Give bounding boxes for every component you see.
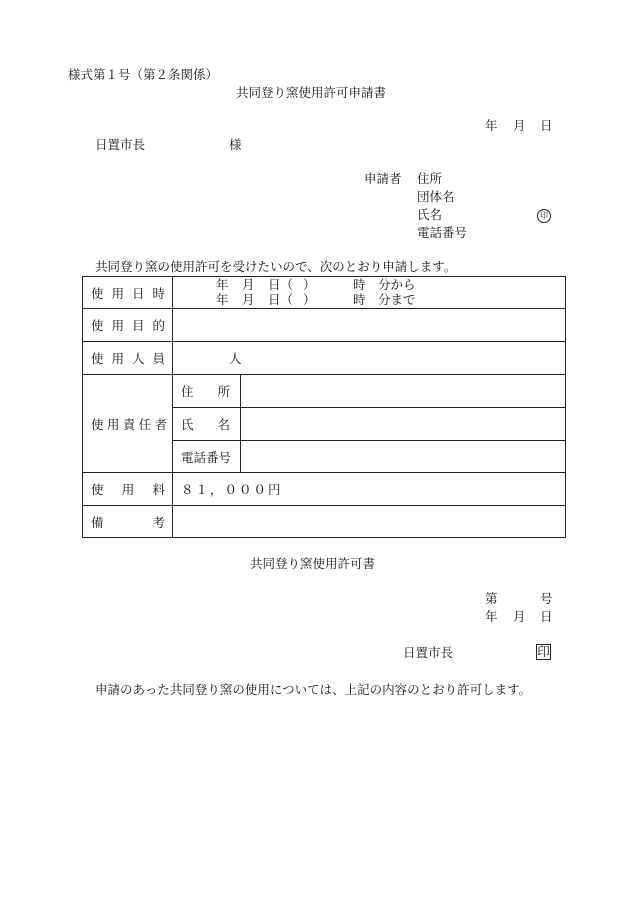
permit-date-day: 日 (540, 609, 553, 624)
responsible-phone-field[interactable] (241, 441, 566, 473)
responsible-phone-label: 電話番号 (173, 441, 241, 473)
addressee: 日置市長 (95, 137, 146, 152)
applicant-phone-label: 電話番号 (417, 225, 468, 240)
responsible-name-label: 氏 名 (173, 408, 241, 441)
row-persons (83, 342, 566, 375)
date-day: 日 (540, 118, 553, 133)
permit-issuer: 日置市長 (403, 645, 454, 660)
honorific: 様 (229, 137, 242, 152)
form-number: 様式第１号（第２条関係） (68, 67, 219, 82)
permit-statement: 申請のあった共同登り窯の使用については、上記の内容のとおり許可します。 (95, 682, 532, 697)
applicant-seal-mark (537, 208, 551, 223)
purpose-field[interactable] (173, 309, 566, 342)
persons-label: 使 用 人 員 (83, 342, 173, 375)
date-month: 月 (513, 118, 526, 133)
applicant-name-label: 氏名 (417, 207, 443, 222)
persons-field[interactable] (173, 342, 566, 375)
row-responsible-address (83, 375, 566, 408)
permit-seal-mark (536, 644, 551, 660)
application-table (82, 276, 566, 538)
row-remarks (83, 506, 566, 538)
row-usage-datetime (83, 277, 566, 309)
row-fee (83, 473, 566, 506)
permit-date-month: 月 (513, 609, 526, 624)
permit-title: 共同登り窯使用許可書 (250, 556, 376, 571)
remarks-label: 備 考 (83, 506, 173, 538)
usage-datetime-label: 使 用 日 時 (83, 277, 173, 309)
usage-datetime-field[interactable]: 年 月 日（ ） 時 分から 年 月 日（ ） 時 分まで (173, 277, 566, 309)
fee-label: 使 用 料 (83, 473, 173, 506)
date-year: 年 (485, 118, 498, 133)
seal-icon: 印 (537, 209, 551, 223)
applicant-label: 申請者 (364, 171, 402, 186)
intro-statement: 共同登り窯の使用許可を受けたいので、次のとおり申請します。 (95, 259, 457, 274)
persons-unit: 人 (229, 351, 242, 366)
responsible-address-field[interactable] (241, 375, 566, 408)
remarks-field[interactable] (173, 506, 566, 538)
fee-value: ８１，０００円 (181, 482, 283, 497)
applicant-organization-label: 団体名 (417, 189, 455, 204)
responsible-address-label: 住 所 (173, 375, 241, 408)
row-purpose (83, 309, 566, 342)
responsible-name-field[interactable] (241, 408, 566, 441)
permit-date-year: 年 (485, 609, 498, 624)
application-title: 共同登り窯使用許可申請書 (236, 85, 387, 100)
fee-field (173, 473, 566, 506)
applicant-address-label: 住所 (417, 171, 443, 186)
seal-icon: 印 (537, 644, 550, 659)
responsible-person-label: 使 用 責 任 者 (83, 375, 173, 473)
permit-number-prefix: 第 (485, 591, 498, 606)
permit-number-suffix: 号 (540, 591, 553, 606)
purpose-label: 使 用 目 的 (83, 309, 173, 342)
